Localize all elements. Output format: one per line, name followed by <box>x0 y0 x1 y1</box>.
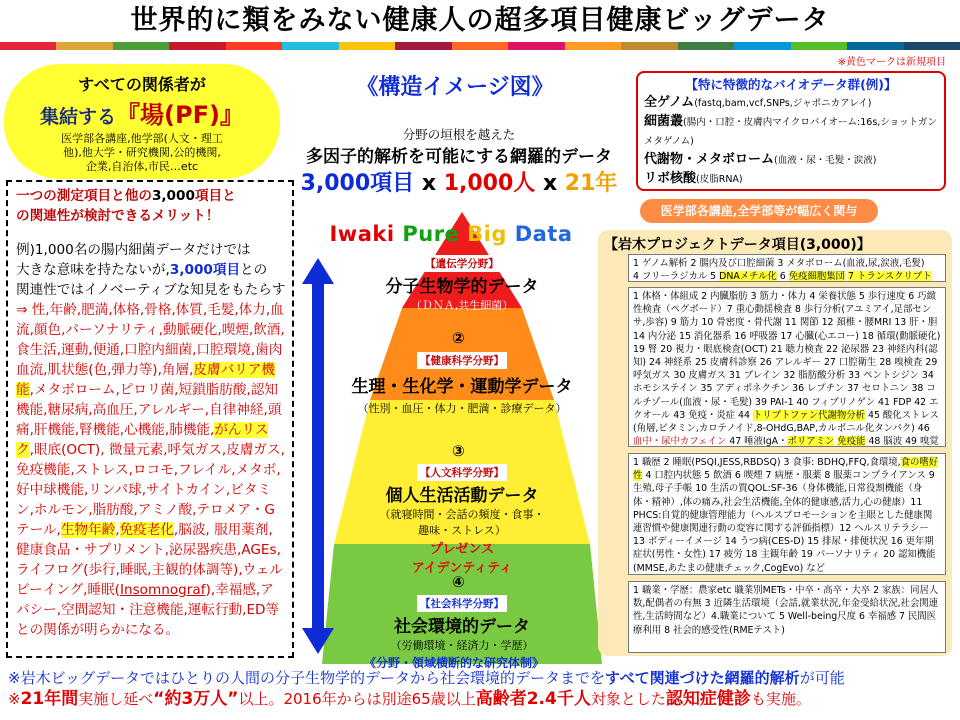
footer-note-2: ※21年間実施し延べ“約3万人”以上。2016年からは別途65歳以上高齢者2.4千人対象とした認知症健診も実施。 <box>8 689 811 709</box>
pf-line1: すべての関係者が <box>78 75 206 94</box>
sdg-color-segment <box>169 42 225 50</box>
cross-field-caption: 《分野・領域横断的な研究体制》 <box>363 656 544 670</box>
bio-row-genome: 全ゲノム(fastq,bam,vcf,SNPs,ジャポニカアレイ) <box>644 95 872 110</box>
sdg-color-segment <box>0 42 56 50</box>
merit-panel <box>6 180 294 658</box>
sdg-color-segment <box>678 42 734 50</box>
sdg-color-segment <box>847 42 903 50</box>
layer-2-number: ② <box>452 329 465 347</box>
project-box-health-science: 1 体格・体組成 2 内臓脂肪 3 筋力・体力 4 栄養状態 5 歩行速度 6 巧緻性検査（ペグボード）7 重心動揺検査 8 歩行分析(アユミアイ,足部センサ,歩容) 9 筋力 10 骨密度・骨代謝 11 関節 12 頚椎・腰MRI 13 肝・胆 14 内分泌 15 消化器系 16 呼吸器 17 心臓(心エコー) 18 循環(動脈硬化) 19 腎 20 視力・眼底検査(OCT) 21 聴力検査 22 泌尿器 23 神経内科(認知) 24 神経系 25 皮膚科診察 26 アレルギー 27 口腔衛生 28 嗅検査 29 呼気ガス 30 皮膚ガス 31 ブレイン 32 脂肪酸分析 33 ペントシジン 34 ホモシステイン 35 アディポネクチン 36 レプチン 37 セロトニン 38 コルチゾール(血液・尿・毛髪) 39 PAI-1 40 フィブリノゲン 41 FDP 42 エクオール 43 免疫・炎症 44 トリプトファン代謝物分析 45 酸化ストレス(角層,ビタミン,カロテノイド,8-OHdG,BAP,カルボニル化タンパク) 46 血中・尿中カフェイン 47 唾液IgA・ポリアミン 免疫能 48 脳波 49 嗅覚 <box>628 287 946 447</box>
sdg-color-segment <box>395 42 451 50</box>
project-box-humanities: 1 職歴 2 睡眠(PSQI,JESS,RBDSQ) 3 食事: BDHQ,FFQ,食環境,食の嗜好性 4 口腔内状態 5 飲酒 6 喫煙 7 病歴・服薬 8 服薬コンプライアンス 9 生殖,母子手帳 10 生活の質QOL:SF-36（身体機能,日常役割機能（身体・精神）,体の痛み,社会生活機能,全体的健康感,活力,心の健康）11 PHCS:自覚的健康管理能力（ヘルスプロモーションを主眼とした健康関連習慣や健康関連行動の変容に関する評価指標）12 ヘルスリテラシー 13 ボディーイメージ 14 うつ病(CES-D) 15 排尿・排便状況 16 更年期症状(男性・女性) 17 疲労 18 主観年齢 19 パーソナリティ 20 認知機能(MMSE,あたまの健康チェック,CogEvo) など <box>628 453 946 575</box>
scale-figures: 3,000項目 x 1,000人 x 21年 <box>300 171 618 196</box>
pf-members: 医学部各講座,他学部(人文・理工 他),他大学・研究機関,公的機関, 企業,自治体,市民…etc <box>61 132 223 173</box>
structure-sub1: 分野の垣根を越えた <box>402 127 516 142</box>
layer-1-label: 【遺伝学分野】 分子生物学的データ （ＤＮＡ,共生細菌） <box>320 252 604 313</box>
layer-3-number: ③ <box>452 442 465 460</box>
merit-heading2: の関連性が検討できるメリット！ <box>16 208 220 224</box>
sdg-color-bar <box>0 42 960 50</box>
bio-row-xray <box>644 189 938 191</box>
sdg-color-segment <box>56 42 112 50</box>
sdg-color-segment <box>621 42 677 50</box>
sdg-color-segment <box>339 42 395 50</box>
merit-heading: 一つの測定項目と他の3,000項目と <box>16 188 236 204</box>
sdg-color-segment <box>791 42 847 50</box>
layer-4-number: ④ <box>452 573 465 591</box>
sdg-color-segment <box>565 42 621 50</box>
project-items-title: 【岩木プロジェクトデータ項目(3,000)】 <box>604 237 871 253</box>
sdg-color-segment <box>452 42 508 50</box>
bio-data-box <box>636 71 946 191</box>
sdg-color-segment <box>226 42 282 50</box>
project-box-genetics: 1 ゲノム解析 2 腸内及び口腔細菌 3 メタボローム(血液,尿,涙液,毛髪) 4 フリーラジカル 5 DNAメチル化 6 免疫細胞集団 7 トランスクリプト <box>628 254 946 282</box>
project-box-social-science: 1 職業・学歴：農家etc 職業別METs・中卒・高卒・大卒 2 家族：同居人数,配偶者の有無 3 近隣生活環境（会話,就業状況,年金受給状況,社会関連性,生活時間など）4.職業について 5 Well-being尺度 6 幸福感 7 民間医療利用 8 社会的感受性(RMEテスト) <box>628 581 946 653</box>
footer-note-1: ※岩木ビッグデータではひとりの人間の分子生物学的データから社会環境的データまでをすべて関連づけた網羅的解析が可能 <box>8 669 845 687</box>
page-title: 世界的に類をみない健康人の超多項目健康ビッグデータ <box>130 5 830 36</box>
layer-4-label: 【社会科学分野】 社会環境的データ （労働環境・経済力・学歴） <box>320 592 604 653</box>
structure-title: 《構造イメージ図》 <box>356 75 554 100</box>
merit-example: 例)1,000名の腸内細菌データだけでは 大きな意味を持たないが,3,000項目との 関連性ではイノベーティブな知見をもたらす <box>16 242 286 298</box>
bio-row-microbiome: 細菌叢(腸内・口腔・皮膚内マイクロバイオーム:16s,ショットガンメタゲノム) <box>644 114 937 147</box>
bio-row-metabolome: 代謝物・メタボローム(血液・尿・毛髪・涙液) <box>644 152 877 167</box>
layer-2-label: 【健康科学分野】 生理・生化学・運動学データ （性別・血圧・体力・肥満・診療データ） <box>320 349 604 416</box>
merit-factor-list: ⇒ 性,年齢,肥満,体格,骨格,体質,毛髪,体力,血流,顔色,パーソナリティ,動脈硬化,喫煙,飲酒,食生活,運動,便通,口腔内細菌,口腔環境,歯肉血流,肌状態(色,弾力等),角層,皮膚バリア機能,メタボローム,ピロリ菌,短鎖脂肪酸,認知機能,糖尿病,高血圧,アレルギー,自律神経,頭痛,肝機能,腎機能,心機能,肺機能,がんリスク,眼底(OCT), 微量元素,呼気ガス,皮膚ガス,免疫機能,ストレス,ロコモ,フレイル,メタボ,好中球機能,リンパ球,サイトカイン,ビタミン,ホルモン,脂肪酸,アミノ酸,テロメア・Gテール,生物年齢,免疫老化,脳波, 服用薬剤,健康食品・サプリメント,泌尿器疾患,AGEs,ライフログ(歩行,睡眠,主観的体調等),ウェルビーイング,睡眠(Insomnograf),幸福感,アパシー,空間認知・注意機能,運転行動,ED等との関係が明らかになる。 <box>16 302 285 638</box>
sdg-color-segment <box>508 42 564 50</box>
sdg-color-segment <box>734 42 790 50</box>
bio-row-rna: リボ核酸(皮脂RNA) <box>644 171 743 186</box>
bio-title: 【特に特徴的なバイオデータ群(例)】 <box>685 77 897 92</box>
structure-sub2: 多因子的解析を可能にする網羅的データ <box>306 147 612 167</box>
sdg-color-segment <box>904 42 960 50</box>
sdg-color-segment <box>113 42 169 50</box>
platform-bubble <box>4 64 280 179</box>
department-badge: 医学部各講座,全学部等が幅広く関与 <box>640 199 878 223</box>
new-item-note: ※黄色マークは新規項目 <box>837 57 946 68</box>
iwaki-pure-big-data-label: Iwaki Pure Big Data <box>329 222 573 246</box>
pf-line2: 集結する『場(PF)』 <box>40 101 244 129</box>
sdg-color-segment <box>282 42 338 50</box>
layer-3-label: 【人文科学分野】 個人生活活動データ （就寝時間・会話の頻度・食事・ 趣味・ストレス） プレゼンス アイデンティティ <box>320 461 604 576</box>
